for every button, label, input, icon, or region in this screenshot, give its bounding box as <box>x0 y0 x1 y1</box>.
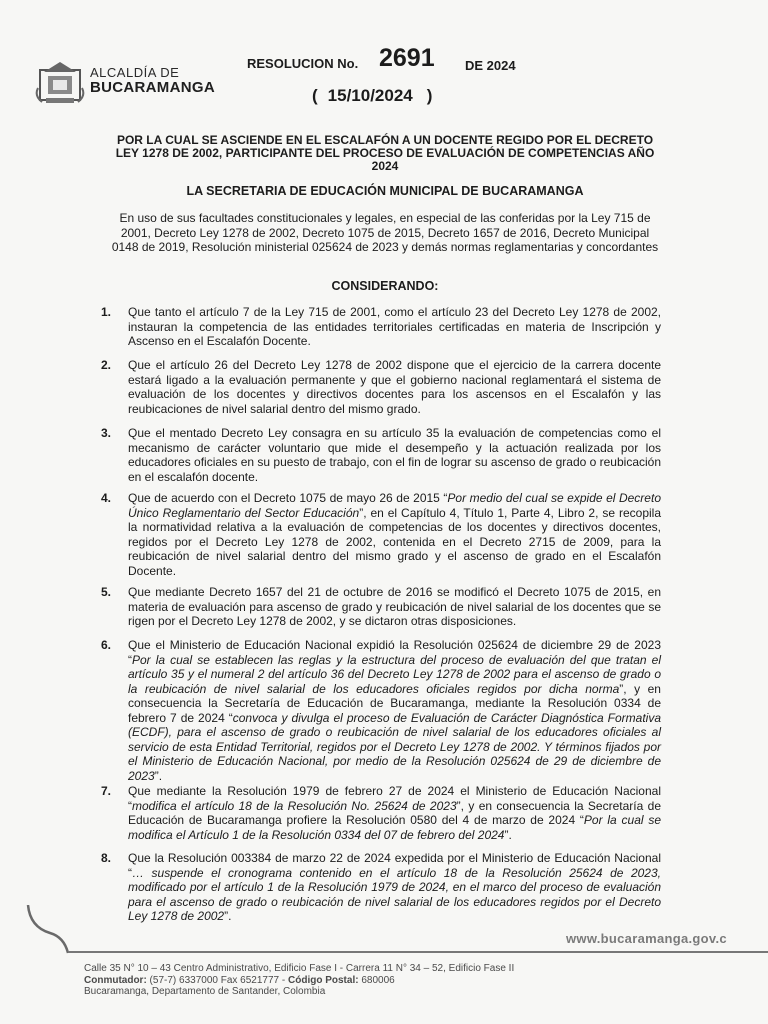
quoted-text: Por la cual se establecen las reglas y la estructura del proceso de evaluación del que tratan el artículo 35 y el numeral 2 del artículo 36 del Decreto Ley 1278 de 2002 para el ascenso de grado o la reubicación de nivel salarial de los educadores oficiales regidos por dicha norma <box>128 652 661 696</box>
footer-curve-decoration <box>20 905 80 955</box>
quoted-text: Por medio del cual se expide el Decreto Único Reglamentario del Sector Educación <box>128 491 661 520</box>
item-text-part: Que la Resolución 003384 de marzo 22 de 2024 expedida por el Ministerio de Educación Nacional “ <box>128 851 661 880</box>
quoted-text: Por la cual se modifica el Artículo 1 de la Resolución 0334 del 07 de febrero del 2024 <box>128 813 662 842</box>
quoted-text: … suspende el cronograma contenido en el artículo 18 de la Resolución 25624 de 2023, modificado por el artículo 1 de la Resolución 1979 de 2024, en el marco del proceso de evaluación para el ascenso de grado o reubicación de nivel salarial de los educadores regidos por el Decreto Ley 1278 de 2002 <box>128 865 661 923</box>
item-text <box>128 426 661 484</box>
item-text <box>128 638 661 783</box>
paren-open: ( <box>312 86 318 105</box>
resolution-title: POR LA CUAL SE ASCIENDE EN EL ESCALAFÓN A UN DOCENTE REGIDO POR EL DECRETO LEY 1278 DE 2002, PARTICIPANTE DEL PROCESO DE EVALUACIÓN DE COMPETENCIAS AÑO 2024 <box>115 133 655 173</box>
resolution-year: DE 2024 <box>465 58 516 73</box>
postal-code: 680006 <box>358 974 395 986</box>
item-number: 2. <box>101 358 112 372</box>
item-text-part: Que el artículo 26 del Decreto Ley 1278 de 2002 dispone que el ejercicio de la carrera docente estará ligado a la evaluación permanente y que el gobierno nacional reglamentará el sistema de evaluación de los docentes y directivos docentes para los ascensos en el Escalafón y las reubicaciones de nivel salarial dentro del mismo grado. <box>128 358 661 416</box>
item-text-part: Que mediante la Resolución 1979 de febrero 27 de 2024 el Ministerio de Educación Nacional “ <box>128 784 661 813</box>
logo-line1: ALCALDÍA DE <box>90 65 180 80</box>
phone-fax: (57-7) 6337000 Fax 6521777 - <box>146 974 288 986</box>
item-number: 8. <box>101 851 112 865</box>
item-number: 1. <box>101 305 112 319</box>
website-link[interactable]: www.bucaramanga.gov.c <box>566 931 727 946</box>
consideration-item <box>101 305 661 349</box>
resolution-label: RESOLUCION No. <box>247 56 359 71</box>
item-text-part: Que de acuerdo con el Decreto 1075 de mayo 26 de 2015 “ <box>128 491 448 505</box>
paren-close: ) <box>426 86 433 105</box>
logo-line2: BUCARAMANGA <box>90 79 215 96</box>
item-text <box>128 305 661 349</box>
consideration-item <box>101 426 661 484</box>
coat-of-arms-icon <box>34 58 86 108</box>
quoted-text: convoca y divulga el proceso de Evaluación de Carácter Diagnóstica Formativa (ECDF), para el ascenso de grado o reubicación de nivel salarial de los educadores oficiales al servicio de esta Entidad Territorial, regidos por el Decreto Ley 1278 de 2002. Y términos fijados por el Ministerio de Educación Nacional, por medio de la Resolución 025624 de 29 de diciembre de 2023 <box>128 710 661 783</box>
item-number: 7. <box>101 784 112 798</box>
item-text <box>128 851 661 924</box>
item-text-part: ”, en el Capítulo 4, Título 1, Parte 4, Libro 2, se recopila la normatividad relativa a la evaluación de competencias de los docentes y directivos docentes, regidos por el Decreto Ley 1278 de 2002, contenida en el Decreto 2715 de 2009, para la reubicación de nivel salarial dentro del mismo grado y el ascenso de grado en el Escalafón Docente. <box>128 505 662 578</box>
resolution-number: 2691 <box>379 44 435 72</box>
consideration-item <box>101 784 661 842</box>
item-number: 3. <box>101 426 112 440</box>
item-text-part: ”, y en consecuencia la Secretaría de Educación de Bucaramanga profiere la Resolución 0580 del 4 de marzo de 2024 “ <box>128 798 661 827</box>
item-text-part: ”, y en consecuencia la Secretaría de Educación de Bucaramanga, mediante la Resolución 0334 de febrero 7 de 2024 “ <box>128 681 661 725</box>
item-text <box>128 585 661 629</box>
item-text <box>128 491 661 578</box>
footer-address <box>84 963 514 998</box>
item-number: 6. <box>101 638 112 652</box>
resolution-date <box>312 86 432 106</box>
item-text-part: ”. <box>224 909 232 923</box>
consideration-item <box>101 358 661 416</box>
consideration-item <box>101 638 661 783</box>
item-text-part: Que el mentado Decreto Ley consagra en su artículo 35 la evaluación de competencias como el mecanismo de carácter voluntario que mide el desempeño y la actuación realizada por los educadores oficiales en su puesto de trabajo, con el fin de lograr su ascenso de grado o reubicación en el escalafón docente. <box>128 426 662 484</box>
consideration-item <box>101 491 661 578</box>
footer-line3: Bucaramanga, Departamento de Santander, Colombia <box>84 986 326 997</box>
item-text-part: ”. <box>504 827 512 842</box>
footer-line1: Calle 35 N° 10 – 43 Centro Administrativo, Edificio Fase I - Carrera 11 N° 34 – 52, Edificio Fase II <box>84 963 515 974</box>
consideration-item <box>101 585 661 629</box>
issuer-heading: LA SECRETARIA DE EDUCACIÓN MUNICIPAL DE BUCARAMANGA <box>186 184 584 198</box>
item-number: 5. <box>101 585 112 599</box>
item-text <box>128 784 661 842</box>
item-text-part: Que tanto el artículo 7 de la Ley 715 de 2001, como el artículo 23 del Decreto Ley 1278 de 2002, instauran la competencia de las entidades territoriales certificadas en materia de Inscripción y Ascenso en el Escalafón Docente. <box>128 305 661 348</box>
item-text-part: Que mediante Decreto 1657 del 21 de octubre de 2016 se modificó el Decreto 1075 de 2015, en materia de evaluación para ascenso de grado y reubicación de nivel salarial de los docentes que se rigen por el Decreto Ley 1278 de 2002, y se dictaron otras disposiciones. <box>128 585 661 628</box>
postal-label: Código Postal: <box>288 974 359 986</box>
consideration-item <box>101 851 661 924</box>
item-text-part: Que el Ministerio de Educación Nacional expidió la Resolución 025624 de diciembre 29 de 2023 “ <box>128 638 661 667</box>
footer-line2 <box>84 975 514 987</box>
footer-divider <box>68 951 768 953</box>
conmutador-label: Conmutador: <box>84 974 147 986</box>
item-number: 4. <box>101 491 112 505</box>
alcaldia-logo <box>34 58 224 108</box>
quoted-text: modifica el artículo 18 de la Resolución No. 25624 de 2023 <box>132 798 457 813</box>
considerando-heading: CONSIDERANDO: <box>331 279 439 293</box>
item-text-part: ”. <box>154 768 163 783</box>
date-text: 15/10/2024 <box>327 86 413 105</box>
item-text <box>128 358 661 416</box>
intro-paragraph: En uso de sus facultades constitucionales y legales, en especial de las conferidas por la Ley 715 de 2001, Decreto Ley 1278 de 2002, Decreto 1075 de 2015, Decreto 1657 de 2016, Decreto Municipal 0148 de 2019, Resolución ministerial 025624 de 2023 y demás normas reglamentarias y concordantes <box>111 211 659 254</box>
